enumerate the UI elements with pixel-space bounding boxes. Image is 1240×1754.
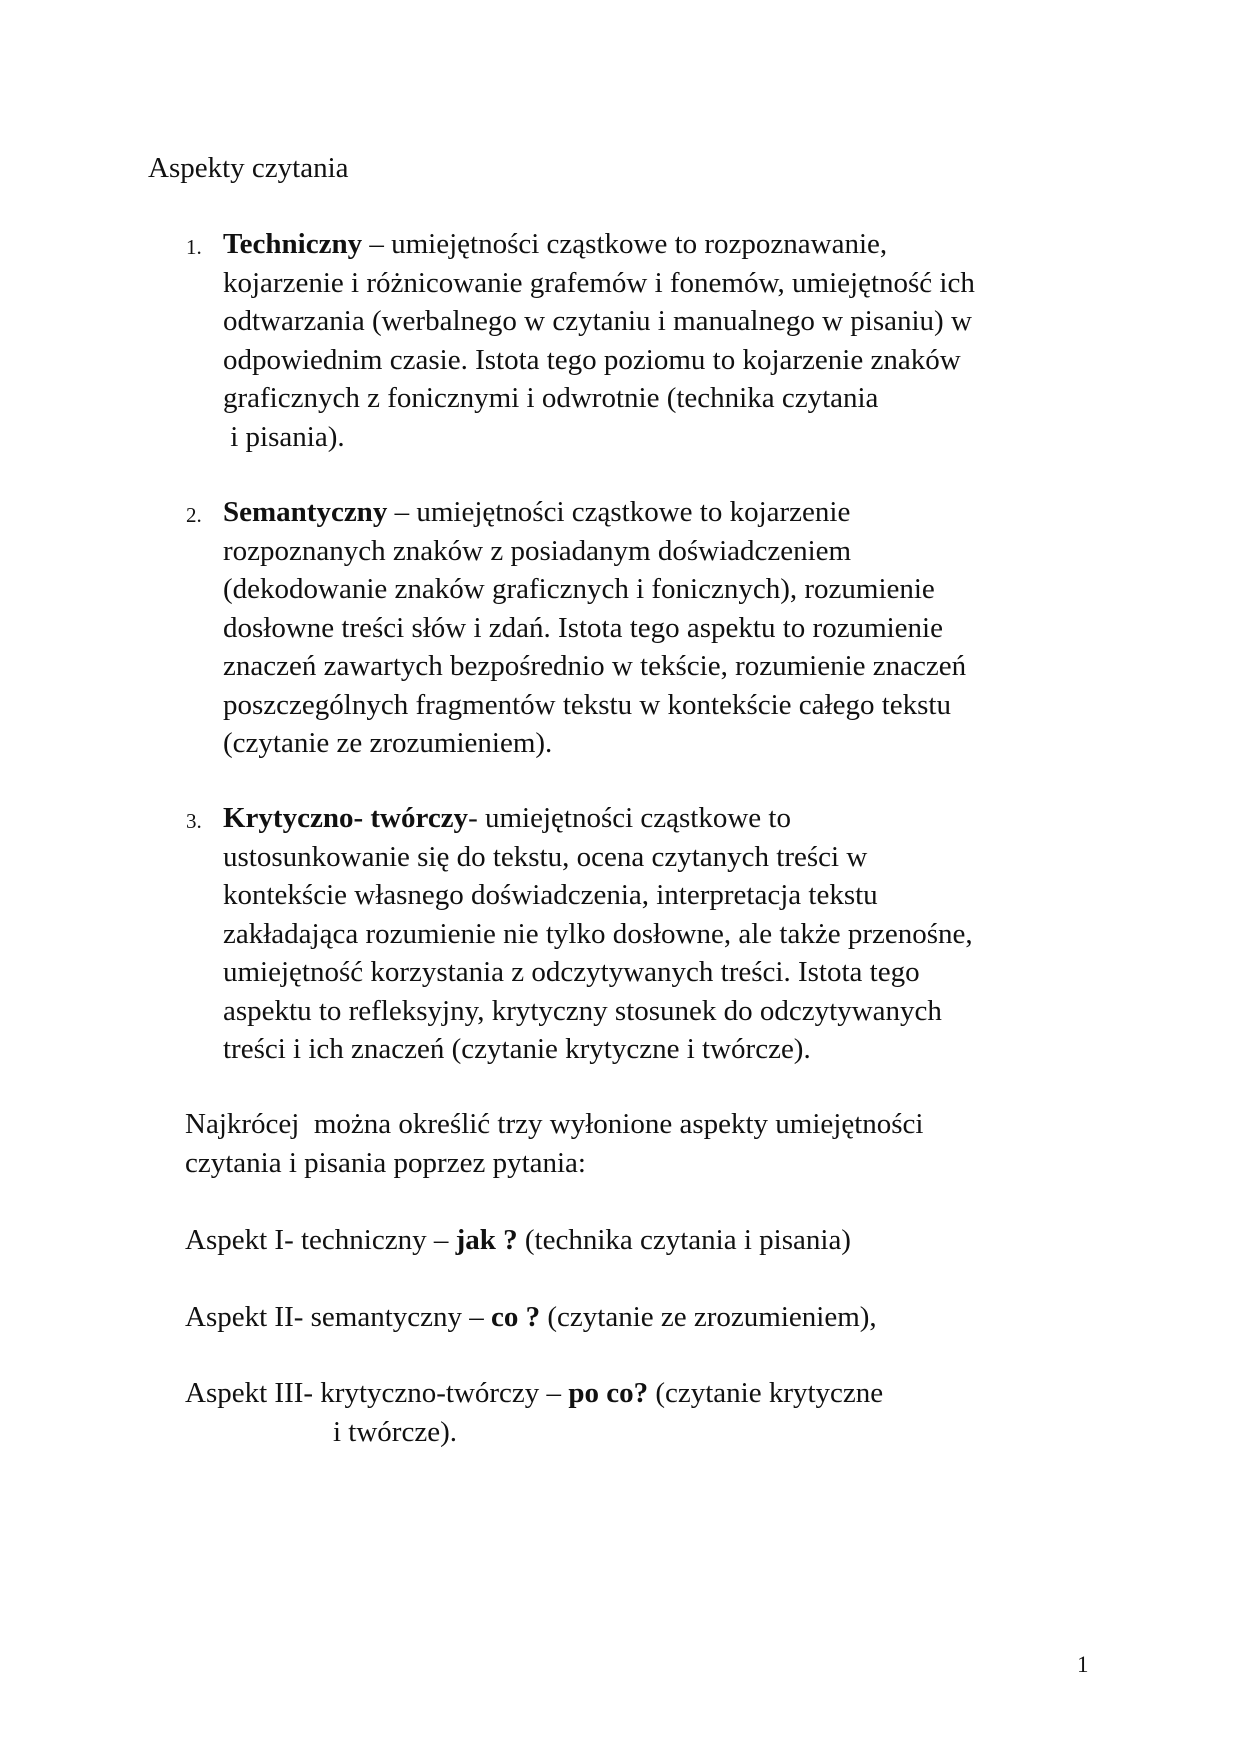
item-term: Semantyczny	[223, 496, 388, 528]
list-number: 1.	[186, 235, 202, 259]
item-text-line: aspektu to refleksyjny, krytyczny stosunek do odczytywanych	[223, 994, 942, 1027]
page-title: Aspekty czytania	[148, 152, 349, 184]
item-text-line: kojarzenie i różnicowanie grafemów i fonemów, umiejętność ich	[223, 266, 975, 299]
list-number: 3.	[186, 809, 202, 833]
item-text-line: poszczególnych fragmentów tekstu w kontekście całego tekstu	[223, 688, 951, 721]
aspect-suffix: (technika czytania i pisania)	[517, 1224, 851, 1256]
aspect-question: po co?	[568, 1377, 649, 1409]
page-number: 1	[1077, 1652, 1089, 1677]
summary-line: czytania i pisania poprzez pytania:	[185, 1146, 586, 1179]
item-term: Techniczny	[223, 228, 363, 260]
item-text-line: znaczeń zawartych bezpośrednio w tekście, rozumienie znaczeń	[223, 650, 967, 682]
aspect-critical-creative	[185, 1374, 1105, 1451]
aspect-question: jak ?	[455, 1224, 518, 1256]
list-item-body	[223, 799, 1123, 1069]
item-text-line: rozpoznanych znaków z posiadanym doświadczeniem	[223, 534, 852, 567]
item-text-line: – umiejętności cząstkowe to rozpoznawanie,	[362, 228, 888, 260]
item-text-line: dosłowne treści słów i zdań. Istota tego aspektu to rozumienie	[223, 611, 943, 644]
aspect-question: co ?	[491, 1301, 541, 1333]
item-text-line: - umiejętności cząstkowe to	[468, 802, 791, 834]
item-text-line: umiejętność korzystania z odczytywanych treści. Istota tego	[223, 956, 920, 988]
aspect-prefix: Aspekt I- techniczny –	[185, 1224, 456, 1256]
item-text-line: i pisania).	[223, 420, 345, 453]
item-text-line: graficznych z fonicznymi i odwrotnie (technika czytania	[223, 382, 879, 414]
item-text-line: ustosunkowanie się do tekstu, ocena czytanych treści w	[223, 840, 868, 873]
list-item-body	[223, 493, 1123, 763]
aspect-semantic	[185, 1298, 1105, 1337]
aspect-suffix: (czytanie krytyczne	[648, 1377, 884, 1409]
aspect-prefix: Aspekt III- krytyczno-twórczy –	[185, 1377, 569, 1409]
aspect-suffix: (czytanie ze zrozumieniem),	[540, 1301, 877, 1333]
summary-line: Najkrócej można określić trzy wyłonione aspekty umiejętności	[185, 1108, 924, 1140]
list-number: 2.	[186, 503, 202, 527]
item-text-line: kontekście własnego doświadczenia, interpretacja tekstu	[223, 879, 878, 911]
item-text-line: (dekodowanie znaków graficznych i fonicznych), rozumienie	[223, 573, 935, 605]
item-text-line: odtwarzania (werbalnego w czytaniu i manualnego w pisaniu) w	[223, 305, 972, 337]
item-text-line: treści i ich znaczeń (czytanie krytyczne i twórcze).	[223, 1033, 811, 1065]
aspect-prefix: Aspekt II- semantyczny –	[185, 1301, 492, 1333]
list-item-body	[223, 225, 1123, 456]
aspect-technical	[185, 1221, 1105, 1260]
item-text-line: zakładająca rozumienie nie tylko dosłowne, ale także przenośne,	[223, 917, 973, 950]
item-text-line: odpowiednim czasie. Istota tego poziomu to kojarzenie znaków	[223, 343, 961, 376]
aspect-continuation: i twórcze).	[333, 1415, 457, 1448]
item-term: Krytyczno- twórczy	[223, 802, 469, 834]
summary-paragraph	[185, 1105, 1105, 1182]
item-text-line: – umiejętności cząstkowe to kojarzenie	[387, 496, 851, 528]
item-text-line: (czytanie ze zrozumieniem).	[223, 727, 553, 759]
